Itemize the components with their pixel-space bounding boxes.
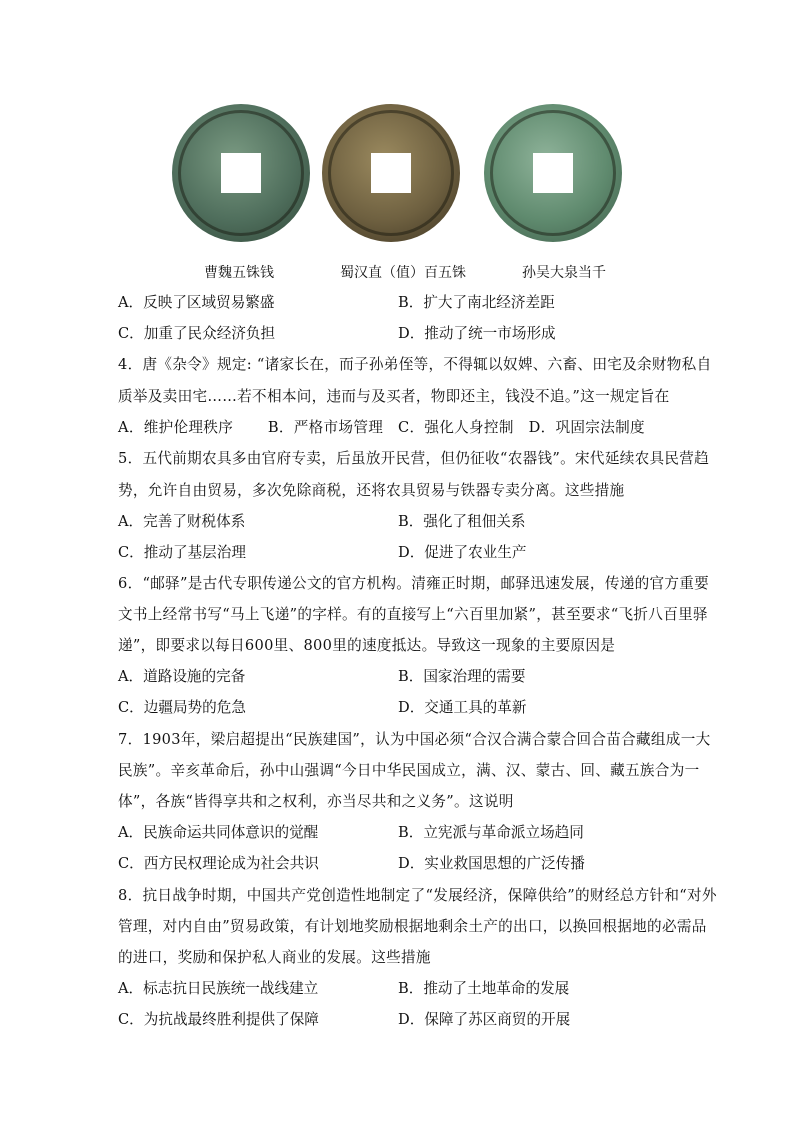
q8-stem-line: 8．抗日战争时期，中国共产党创造性地制定了“发展经济，保障供给”的财经总方针和“对外 (118, 887, 717, 904)
q6-option-c: C．边疆局势的危急 (118, 699, 246, 716)
q8-option-a: A．标志抗日民族统一战线建立 (118, 980, 319, 997)
q5-stem-line: 势，允许自由贸易，多次免除商税，还将农具贸易与铁器专卖分离。这些措施 (118, 482, 625, 499)
coin-images (172, 104, 652, 244)
q3-option-d: D．推动了统一市场形成 (398, 325, 556, 342)
q5-stem-line: 5．五代前期农具多由官府专卖，后虽放开民营，但仍征收“农器钱”。宋代延续农具民营趋 (118, 450, 710, 467)
q8-option-d: D．保障了苏区商贸的开展 (398, 1011, 571, 1028)
q5-option-b: B．强化了租佃关系 (398, 513, 526, 530)
q7-stem-line: 民族”。辛亥革命后，孙中山强调“今日中华民国成立，满、汉、蒙古、回、藏五族合为一 (118, 762, 700, 779)
q6-stem-line: 文书上经常书写“马上飞递”的字样。有的直接写上“六百里加紧”，甚至要求“飞折八百里驿 (118, 606, 708, 623)
q8-option-b: B．推动了土地革命的发展 (398, 980, 570, 997)
q7-option-c: C．西方民权理论成为社会共识 (118, 855, 319, 872)
q4-options: A．维护伦理秩序 B．严格市场管理 C．强化人身控制 D．巩固宗法制度 (118, 419, 645, 436)
q5-option-d: D．促进了农业生产 (398, 544, 527, 561)
coin-caption-shu-han: 蜀汉直（值）百五铢 (340, 265, 466, 281)
q7-option-b: B．立宪派与革命派立场趋同 (398, 824, 584, 841)
q3-option-b: B．扩大了南北经济差距 (398, 294, 555, 311)
shu-han-coin-image (322, 104, 460, 242)
sun-wu-coin-image (484, 104, 622, 242)
q7-stem-line: 7．1903年，梁启超提出“民族建国”，认为中国必须“合汉合满合蒙合回合苗合藏组成一大 (118, 731, 711, 748)
q4-stem-line: 4．唐《杂令》规定: “诸家长在，而子孙弟侄等，不得辄以奴婢、六畜、田宅及余财物私自 (118, 356, 712, 373)
q6-stem-line: 递”，即要求以每日600里、800里的速度抵达。导致这一现象的主要原因是 (118, 637, 616, 654)
q8-stem-line: 的进口，奖励和保护私人商业的发展。这些措施 (118, 949, 431, 966)
q7-stem-line: 体”，各族“皆得享共和之权利，亦当尽共和之义务”。这说明 (118, 793, 514, 810)
q4-stem-line: 质举及卖田宅……若不相本问，违而与及买者，物即还主，钱没不追。”这一规定旨在 (118, 388, 670, 405)
q6-option-b: B．国家治理的需要 (398, 668, 526, 685)
q3-option-a: A．反映了区域贸易繁盛 (118, 294, 275, 311)
coin-caption-cao-wei: 曹魏五铢钱 (204, 265, 274, 281)
q6-option-d: D．交通工具的革新 (398, 699, 527, 716)
q8-stem-line: 管理，对内自由”贸易政策，有计划地奖励根据地剩余土产的出口，以换回根据地的必需品 (118, 918, 707, 935)
q5-option-a: A．完善了财税体系 (118, 513, 246, 530)
q5-option-c: C．推动了基层治理 (118, 544, 246, 561)
q6-option-a: A．道路设施的完备 (118, 668, 246, 685)
q7-option-d: D．实业救国思想的广泛传播 (398, 855, 585, 872)
q7-option-a: A．民族命运共同体意识的觉醒 (118, 824, 319, 841)
cao-wei-coin-image (172, 104, 310, 242)
q3-option-c: C．加重了民众经济负担 (118, 325, 276, 342)
q6-stem-line: 6．“邮驿”是古代专职传递公文的官方机构。清雍正时期，邮驿迅速发展，传递的官方重要 (118, 575, 710, 592)
coin-caption-sun-wu: 孙吴大泉当千 (522, 265, 606, 281)
q8-option-c: C．为抗战最终胜利提供了保障 (118, 1011, 319, 1028)
